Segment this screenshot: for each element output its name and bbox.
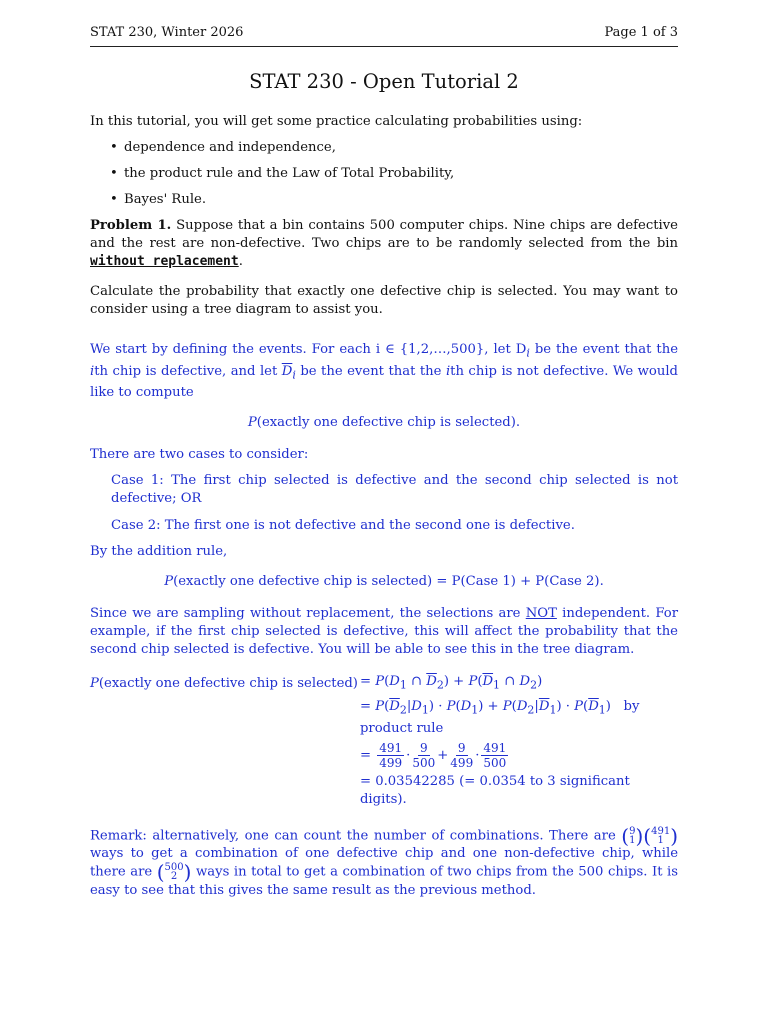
course-label: STAT 230, Winter 2026 <box>90 25 244 40</box>
problem-task: Calculate the probability that exactly one defective chip is selected. You may want to consider using a tree diagram to assist you. <box>90 284 678 317</box>
derivation-line-3: = $\frac{491}{499}$ · $\frac{9}{500}$ + $\frac{9}{499}$ · $\frac{491}{500}$ <box>359 740 507 770</box>
derivation-line-2: = $P(\overline{D}_2|D_1) \cdot P(D_1) + P(D_2|\overline{D}_1) \cdot P(\overline{D}_1)$ by product rule <box>359 698 640 736</box>
page-title: STAT 230 - Open Tutorial 2 <box>249 70 519 93</box>
list-item: • the product rule and the Law of Total Probability, <box>124 165 678 183</box>
derivation-result: = 0.03542285 (= 0.0354 to 3 significant digits). <box>359 773 630 807</box>
list-item: • Bayes' Rule. <box>124 191 678 209</box>
derivation-lhs: P(exactly one defective chip is selected) <box>90 676 358 692</box>
case-1: Case 1: The first chip selected is defective and the second chip selected is not defective; OR <box>111 473 678 507</box>
document-page <box>90 24 678 900</box>
problem-statement: Problem 1. Suppose that a bin contains 500 computer chips. Nine chips are defective and the rest are non-defective. Two chips are to be randomly selected from the bin without replacement. <box>90 218 678 269</box>
page-number: Page 1 of 3 <box>604 25 678 40</box>
intro-text: In this tutorial, you will get some practice calculating probabilities using: <box>90 114 583 129</box>
dependence-note: Since we are sampling without replacement, the selections are NOT independent. For example, if the first chip selected is defective, this will affect the probability that the second chip selected is defective. You will be able to see this in the tree diagram. <box>90 606 678 658</box>
goal-formula: P(exactly one defective chip is selected). <box>247 415 521 431</box>
solution-intro: We start by defining the events. For each i ∈ {1,2,…,500}, let $D_i$ be the event that the ith chip is defective, and let $\overline{D}_i$ be the event that the ith chip is not defective. We would like to compute <box>90 342 678 401</box>
cases-intro: There are two cases to consider: <box>90 447 309 463</box>
addition-formula: P(exactly one defective chip is selected) = P(Case 1) + P(Case 2). <box>164 574 604 590</box>
case-2: Case 2: The first one is not defective and the second one is defective. <box>111 518 575 534</box>
solution <box>90 341 678 900</box>
topic-list <box>90 139 678 209</box>
list-item: • dependence and independence, <box>124 139 678 157</box>
probability-derivation <box>90 673 678 808</box>
remark: Remark: alternatively, one can count the number of combinations. There are ( 9 1 ) ( 491 1 ) ways to get a combination of one defective chip and one non-defective chip, while there are ( 500 2 ) ways in total to get a combination of two chips from the 500 chips. It is easy to see that this gives the same result as the previous method. <box>90 823 678 898</box>
problem-text: Suppose that a bin contains 500 computer chips. Nine chips are defective and the rest are non-defective. Two chips are to be randomly selected from the bin <box>90 218 678 251</box>
derivation-line-1: = $P(D_1$ ∩ $\overline{D}_2) + P(\overline{D}_1$ ∩ $D_2$) <box>359 674 543 692</box>
problem-emphasis: without replacement <box>90 254 239 269</box>
problem-label: Problem 1. <box>90 218 172 233</box>
addition-rule-label: By the addition rule, <box>90 544 228 560</box>
page-header <box>90 24 678 47</box>
